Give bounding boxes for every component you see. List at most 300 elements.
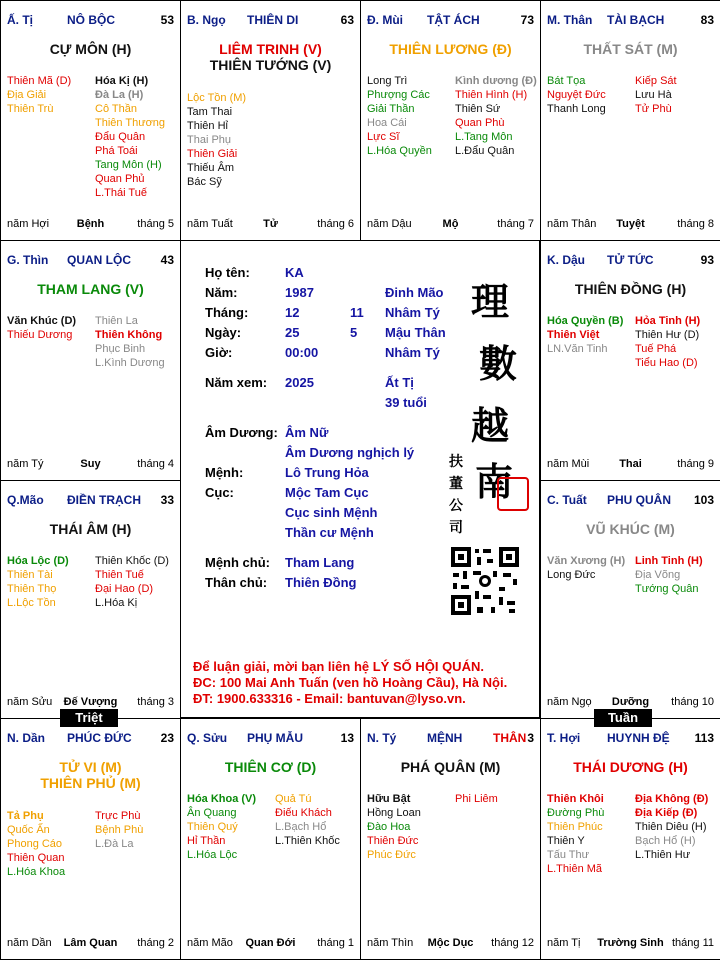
footer-month: tháng 2 — [137, 937, 174, 949]
minor-star: Thiên Giải — [187, 148, 238, 160]
minor-star: L.Bạch Hổ — [275, 821, 327, 833]
minor-star: Hỉ Thần — [187, 835, 226, 847]
main-stars — [5, 281, 176, 297]
minor-stars-left — [7, 554, 69, 610]
footer-month: tháng 7 — [497, 218, 534, 230]
palace-header — [547, 731, 714, 747]
palace-branch: M. Thân — [547, 13, 593, 27]
minor-star: Tam Thai — [187, 106, 233, 118]
palace-name: TỬ TỨC — [607, 253, 654, 267]
label-cuc: Cục: — [205, 485, 234, 500]
minor-star: Phượng Các — [367, 89, 430, 101]
label-menhchu: Mệnh chủ: — [205, 555, 270, 570]
palace-footer — [367, 218, 534, 232]
minor-star: Lưu Hà — [635, 89, 672, 101]
palace-cell — [180, 718, 361, 960]
footer-stage: Suy — [80, 458, 101, 470]
footer-stage: Mộc Dục — [427, 937, 474, 949]
value-thang-can: Nhâm Tý — [385, 305, 440, 320]
palace-name: HUYNH ĐỆ — [607, 731, 670, 745]
palace-header — [547, 493, 714, 509]
footer-stage: Trường Sinh — [597, 937, 664, 949]
minor-star: Hóa Lộc (D) — [7, 555, 69, 567]
minor-stars-left — [547, 792, 604, 876]
minor-star: L.Kình Dương — [95, 357, 165, 369]
footer-year: năm Hợi — [7, 218, 50, 230]
minor-star: Thiên Quan — [7, 852, 65, 864]
palace-age: 3 — [527, 731, 534, 745]
value-namxem: 2025 — [285, 375, 314, 390]
palace-branch: G. Thìn — [7, 253, 49, 267]
palace-footer — [7, 937, 174, 951]
minor-star: L.Lộc Tồn — [7, 597, 56, 609]
minor-stars-right — [95, 314, 165, 370]
minor-star: Thiên Khốc (D) — [95, 555, 169, 567]
minor-star: Thai Phụ — [187, 134, 232, 146]
value-menhchu: Tham Lang — [285, 555, 355, 570]
minor-star: Thanh Long — [547, 103, 606, 115]
minor-star: LN.Văn Tinh — [547, 343, 608, 355]
minor-star: Long Đức — [547, 569, 596, 581]
minor-star: L.Hóa Quyền — [367, 145, 432, 157]
main-star: THIÊN PHỦ (M) — [40, 775, 141, 791]
palace-name: PHỤ MẪU — [247, 731, 303, 745]
palace-cell — [540, 718, 720, 960]
minor-star: Thiên Mã (D) — [7, 75, 72, 87]
logo-char-2: 數 — [479, 341, 518, 386]
minor-stars-left — [367, 74, 432, 158]
main-star: THÁI DƯƠNG (H) — [573, 759, 688, 775]
minor-star: Nguyệt Đức — [547, 89, 606, 101]
value-menh: Lô Trung Hỏa — [285, 465, 369, 480]
value-amduong2: Âm Dương nghịch lý — [285, 445, 415, 460]
sub-char-4: 司 — [449, 520, 463, 536]
main-star: PHÁ QUÂN (M) — [400, 759, 501, 775]
footer-stage: Thai — [619, 458, 642, 470]
minor-stars-left — [547, 554, 625, 582]
palace-branch: T. Hợi — [547, 731, 581, 745]
footer-stage: Đế Vượng — [63, 696, 118, 708]
contact-line-2: ĐC: 100 Mai Anh Tuấn (ven hồ Hoàng Cầu), Hà Nội. — [193, 675, 508, 690]
main-star: VŨ KHÚC (M) — [586, 521, 675, 537]
minor-star: Tả Phụ — [7, 810, 44, 822]
minor-star: Lộc Tồn (M) — [187, 92, 247, 104]
main-star: THÁI ÂM (H) — [49, 521, 132, 537]
footer-month: tháng 4 — [137, 458, 174, 470]
minor-star: L.Thái Tuế — [95, 187, 147, 199]
palace-header — [7, 13, 174, 29]
label-menh: Mệnh: — [205, 465, 244, 480]
minor-star: Thiên Hư (D) — [635, 329, 700, 341]
qr-code-icon — [449, 545, 521, 617]
minor-star: Tử Phù — [635, 103, 672, 115]
main-stars — [545, 41, 716, 57]
palace-branch: N. Tý — [367, 731, 397, 745]
footer-month: tháng 12 — [491, 937, 534, 949]
footer-stage: Dưỡng — [611, 696, 650, 708]
palace-footer — [547, 218, 714, 232]
palace-name: TÀI BẠCH — [607, 13, 665, 27]
palace-branch: K. Dậu — [547, 253, 586, 267]
minor-star: Tướng Quân — [635, 583, 699, 595]
minor-star: Thiên Thương — [95, 117, 166, 129]
logo-char-4: 南 — [475, 459, 514, 504]
minor-stars-right — [455, 792, 498, 806]
footer-month: tháng 5 — [137, 218, 174, 230]
palace-cell — [0, 480, 181, 719]
palace-header — [187, 731, 354, 747]
value-thanchu: Thiên Đồng — [285, 575, 357, 590]
minor-star: Thiên Diêu (H) — [635, 821, 707, 833]
minor-star: Thiên Y — [547, 835, 585, 847]
minor-star: L.Hóa Khoa — [7, 866, 66, 878]
palace-header — [547, 13, 714, 29]
footer-year: năm Mùi — [547, 458, 590, 470]
main-stars — [545, 759, 716, 775]
main-stars — [5, 521, 176, 537]
palace-cell — [180, 0, 361, 241]
minor-star: Long Trì — [367, 75, 408, 87]
footer-year: năm Sửu — [7, 696, 53, 708]
footer-year: năm Ngọ — [547, 696, 592, 708]
minor-star: Hóa Quyền (B) — [547, 315, 624, 327]
minor-stars-right — [95, 809, 143, 851]
palace-header — [367, 13, 534, 29]
minor-star: Thiên Tài — [7, 569, 53, 581]
minor-stars-left — [7, 809, 65, 879]
palace-name: ĐIỀN TRẠCH — [67, 493, 141, 507]
palace-footer — [7, 218, 174, 232]
value-hoten: KA — [285, 265, 304, 280]
palace-age: 93 — [700, 253, 714, 267]
minor-star: Thiên La — [95, 315, 138, 327]
sub-char-2: 董 — [449, 476, 463, 492]
minor-star: Giải Thần — [367, 103, 415, 115]
minor-star: Hóa Kị (H) — [95, 75, 149, 87]
main-stars — [5, 41, 176, 57]
minor-star: Phong Cáo — [7, 838, 63, 850]
sub-char-3: 公 — [449, 498, 463, 514]
minor-star: Phục Binh — [95, 343, 146, 355]
minor-star: Kình dương (Đ) — [455, 75, 537, 87]
palace-header — [7, 493, 174, 509]
palace-name: NÔ BỘC — [67, 13, 115, 27]
minor-star: Thiếu Âm — [187, 162, 235, 174]
palace-branch: C. Tuất — [547, 493, 587, 507]
minor-stars-left — [547, 314, 623, 356]
minor-stars-left — [7, 314, 76, 342]
main-star: THIÊN LƯƠNG (Đ) — [389, 41, 512, 57]
tuan-badge: Tuần — [594, 709, 652, 727]
minor-stars-right — [635, 314, 700, 370]
palace-name: MỆNH — [427, 731, 463, 745]
main-star: TỬ VI (M) — [59, 759, 122, 775]
main-stars — [185, 41, 356, 73]
minor-star: Điếu Khách — [275, 807, 332, 819]
minor-star: Quốc Ấn — [7, 824, 50, 836]
value-ngay: 25 — [285, 325, 300, 340]
minor-star: Thiên Phúc — [547, 821, 603, 833]
main-stars — [365, 41, 536, 57]
palace-header — [7, 253, 174, 269]
palace-branch: Q.Mão — [7, 493, 44, 507]
value-namxem-can: Ất Tị — [385, 375, 414, 390]
palace-name: THIÊN DI — [247, 13, 299, 27]
value-tuoi: 39 tuổi — [385, 395, 427, 410]
minor-star: Thiên Quý — [187, 821, 238, 833]
footer-year: năm Dậu — [367, 218, 412, 230]
palace-footer — [367, 937, 534, 951]
minor-star: Phúc Đức — [367, 849, 416, 861]
palace-cell — [540, 240, 720, 481]
contact-line-1: Để luận giải, mời bạn liên hệ LÝ SỐ HỘI QUÁN. — [193, 659, 484, 674]
footer-year: năm Tị — [547, 937, 581, 949]
palace-cell — [540, 0, 720, 241]
value-thang-al: 11 — [350, 305, 364, 320]
footer-month: tháng 10 — [671, 696, 714, 708]
footer-month: tháng 8 — [677, 218, 714, 230]
minor-star: Thiên Không — [95, 329, 163, 341]
palace-name: QUAN LỘC — [67, 253, 131, 267]
minor-stars-right — [455, 74, 537, 158]
label-thanchu: Thân chủ: — [205, 575, 268, 590]
minor-stars-right — [635, 792, 708, 862]
palace-age: 73 — [520, 13, 534, 27]
minor-star: Thiếu Dương — [7, 329, 73, 341]
palace-footer — [7, 458, 174, 472]
footer-month: tháng 6 — [317, 218, 354, 230]
minor-star: Quan Phủ — [95, 173, 145, 185]
palace-header — [7, 731, 174, 747]
label-ngay: Ngày: — [205, 325, 242, 340]
minor-stars-left — [187, 792, 256, 862]
palace-age: 43 — [160, 253, 174, 267]
minor-star: L.Thiên Hư — [635, 849, 691, 861]
footer-year: năm Mão — [187, 937, 233, 949]
value-cuc3: Thần cư Mệnh — [285, 525, 374, 540]
minor-star: Thiên Tuế — [95, 569, 144, 581]
minor-stars-left — [7, 74, 71, 116]
minor-star: Bệnh Phù — [95, 824, 144, 836]
minor-star: Ân Quang — [187, 807, 237, 819]
palace-age: 53 — [160, 13, 174, 27]
footer-month: tháng 9 — [677, 458, 714, 470]
palace-age: 23 — [160, 731, 174, 745]
contact-line-3: ĐT: 1900.633316 - Email: bantuvan@lyso.vn. — [193, 691, 466, 706]
footer-stage: Bệnh — [76, 218, 105, 230]
main-stars — [545, 281, 716, 297]
minor-star: Địa Giải — [7, 89, 47, 101]
minor-star: L.Hóa Lộc — [187, 849, 238, 861]
minor-stars-left — [547, 74, 606, 116]
footer-year: năm Dần — [7, 937, 52, 949]
red-seal-stamp — [497, 477, 529, 511]
main-star: THIÊN TƯỚNG (V) — [209, 57, 332, 73]
footer-year: năm Thìn — [367, 937, 414, 949]
value-amduong: Âm Nữ — [285, 425, 329, 440]
palace-age: 63 — [340, 13, 354, 27]
minor-stars-right — [95, 554, 169, 610]
minor-star: Thiên Trù — [7, 103, 54, 115]
palace-header — [187, 13, 354, 29]
minor-star: Thiên Việt — [547, 329, 600, 341]
minor-star: Phi Liêm — [455, 793, 498, 805]
minor-star: Kiếp Sát — [635, 75, 677, 87]
main-star: THẤT SÁT (M) — [583, 41, 678, 57]
palace-age: 33 — [160, 493, 174, 507]
minor-star: Phá Toái — [95, 145, 138, 157]
palace-cell — [360, 0, 541, 241]
label-namxem: Năm xem: — [205, 375, 268, 390]
palace-branch: Q. Sửu — [187, 731, 228, 745]
value-nam: 1987 — [285, 285, 314, 300]
footer-year: năm Thân — [547, 218, 597, 230]
palace-name: PHU QUÂN — [607, 493, 672, 507]
main-star: THIÊN ĐỒNG (H) — [574, 281, 687, 297]
minor-star: L.Đẩu Quân — [455, 145, 515, 157]
palace-footer — [187, 937, 354, 951]
label-amduong: Âm Dương: — [205, 425, 278, 440]
minor-star: Hoa Cái — [367, 117, 407, 129]
minor-star: Đào Hoa — [367, 821, 411, 833]
main-star: CỰ MÔN (H) — [49, 41, 132, 57]
minor-star: Hóa Khoa (V) — [187, 793, 257, 805]
footer-stage: Tử — [263, 218, 278, 230]
minor-star: L.Hóa Kị — [95, 597, 138, 609]
footer-stage: Mộ — [442, 218, 459, 230]
footer-stage: Tuyệt — [616, 218, 645, 230]
minor-star: Địa Không (Đ) — [635, 793, 709, 805]
label-nam: Năm: — [205, 285, 238, 300]
minor-star: Lực Sĩ — [367, 131, 400, 143]
main-stars — [5, 759, 176, 791]
minor-star: Đẩu Quân — [95, 131, 146, 143]
sub-char-1: 扶 — [449, 454, 463, 470]
palace-cell — [540, 480, 720, 719]
palace-header — [367, 731, 534, 747]
minor-star: Trực Phù — [95, 810, 141, 822]
palace-footer — [547, 696, 714, 710]
palace-header — [547, 253, 714, 269]
than-label: THÂN — [493, 731, 527, 745]
minor-stars-right — [275, 792, 340, 848]
minor-star: L.Thiên Khốc — [275, 835, 340, 847]
palace-name: TẬT ÁCH — [427, 13, 480, 27]
minor-star: Thiên Khôi — [547, 793, 604, 805]
footer-stage: Lâm Quan — [63, 937, 118, 949]
minor-star: Hữu Bật — [367, 793, 411, 805]
minor-star: Tang Môn (H) — [95, 159, 162, 171]
label-hoten: Họ tên: — [205, 265, 250, 280]
minor-star: Hồng Loan — [367, 807, 421, 819]
label-thang: Tháng: — [205, 305, 249, 320]
palace-cell — [0, 718, 181, 960]
triet-badge: Triệt — [60, 709, 118, 727]
value-nam-can: Đinh Mão — [385, 285, 444, 300]
minor-star: Văn Xương (H) — [547, 555, 626, 567]
palace-age: 113 — [694, 731, 714, 745]
minor-star: Thiên Sứ — [455, 103, 501, 115]
main-stars — [545, 521, 716, 537]
minor-star: L.Thiên Mã — [547, 863, 603, 875]
logo-char-3: 越 — [471, 403, 510, 448]
value-gio: 00:00 — [285, 345, 319, 360]
minor-star: Đà La (H) — [95, 89, 144, 101]
label-gio: Giờ: — [205, 345, 233, 360]
value-cuc: Mộc Tam Cục — [285, 485, 369, 500]
palace-name: PHÚC ĐỨC — [67, 731, 132, 745]
minor-star: Đường Phù — [547, 807, 605, 819]
minor-star: Thiên Thọ — [7, 583, 57, 595]
logo-char-1: 理 — [471, 279, 510, 324]
palace-cell — [0, 0, 181, 241]
value-gio-can: Nhâm Tý — [385, 345, 440, 360]
minor-star: Thiên Hình (H) — [455, 89, 528, 101]
minor-star: Bạch Hổ (H) — [635, 835, 696, 847]
palace-age: 13 — [340, 731, 354, 745]
center-info-panel — [180, 240, 540, 718]
palace-footer — [547, 937, 714, 951]
palace-cell — [360, 718, 541, 960]
footer-year: năm Tý — [7, 458, 44, 470]
footer-month: tháng 1 — [317, 937, 354, 949]
minor-star: Tuế Phá — [635, 343, 677, 355]
palace-age: 103 — [693, 493, 714, 507]
palace-branch: Đ. Mùi — [367, 13, 403, 27]
minor-stars-right — [635, 554, 703, 596]
minor-star: Cô Thần — [95, 103, 137, 115]
minor-star: Địa Võng — [635, 569, 681, 581]
minor-star: Quả Tú — [275, 793, 312, 805]
minor-star: Tiểu Hao (D) — [635, 357, 698, 369]
value-ngay-al: 5 — [350, 325, 358, 340]
main-star: THAM LANG (V) — [37, 281, 144, 297]
value-cuc2: Cục sinh Mệnh — [285, 505, 378, 520]
minor-star: Quan Phù — [455, 117, 505, 129]
palace-cell — [0, 240, 181, 481]
palace-branch: B. Ngọ — [187, 13, 226, 27]
minor-stars-left — [187, 91, 246, 189]
minor-star: Linh Tinh (H) — [635, 555, 703, 567]
footer-stage: Quan Đới — [245, 937, 296, 949]
value-thang: 12 — [285, 305, 300, 320]
footer-month: tháng 11 — [671, 937, 714, 949]
main-stars — [185, 759, 356, 775]
minor-star: L.Tang Môn — [455, 131, 513, 143]
value-ngay-can: Mậu Thân — [385, 325, 446, 340]
minor-star: Hỏa Tinh (H) — [635, 315, 701, 327]
footer-year: năm Tuất — [187, 218, 233, 230]
palace-footer — [7, 696, 174, 710]
minor-stars-right — [635, 74, 677, 116]
minor-star: Bát Tọa — [547, 75, 586, 87]
main-star: LIÊM TRINH (V) — [219, 41, 322, 57]
palace-age: 83 — [700, 13, 714, 27]
minor-star: Đại Hao (D) — [95, 583, 154, 595]
palace-branch: N. Dần — [7, 731, 46, 745]
palace-branch: Ấ. Tị — [7, 13, 33, 27]
minor-stars-left — [367, 792, 421, 862]
palace-footer — [187, 218, 354, 232]
footer-month: tháng 3 — [137, 696, 174, 708]
minor-stars-right — [95, 74, 165, 200]
main-stars — [365, 759, 536, 775]
palace-footer — [547, 458, 714, 472]
minor-star: Thiên Đức — [367, 835, 419, 847]
minor-star: L.Đà La — [95, 838, 134, 850]
main-star: THIÊN CƠ (D) — [224, 759, 317, 775]
minor-star: Địa Kiếp (Đ) — [635, 807, 698, 819]
